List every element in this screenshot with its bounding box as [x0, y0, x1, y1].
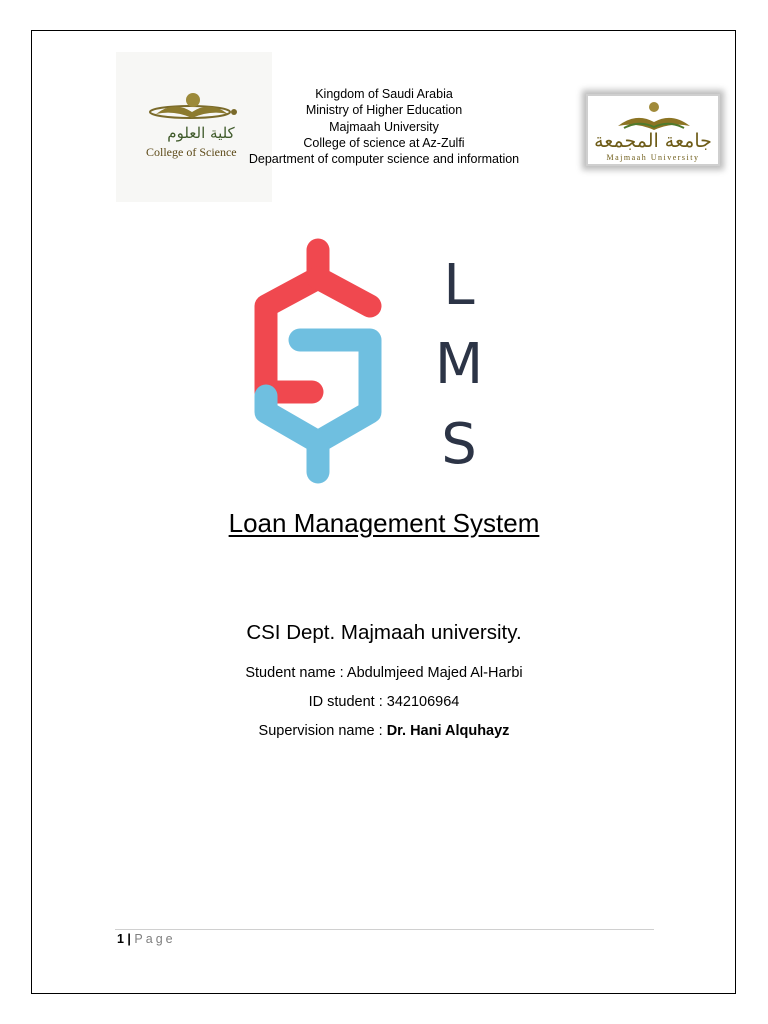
header-line-country: Kingdom of Saudi Arabia	[315, 87, 453, 101]
page-number: 1	[117, 932, 124, 946]
majmaah-university-logo	[586, 94, 720, 166]
lms-logo	[240, 236, 500, 488]
college-logo-english: College of Science	[146, 145, 237, 159]
student-name: Student name : Abdulmjeed Majed Al-Harbi	[245, 665, 523, 681]
department-line: CSI Dept. Majmaah university.	[246, 621, 522, 644]
document-title: Loan Management System	[228, 508, 540, 538]
supervisor-name: Dr. Hani Alquhayz	[386, 723, 510, 739]
university-logo-arabic: جامعة المجمعة	[594, 130, 712, 152]
header-line-university: Majmaah University	[329, 119, 439, 134]
supervision-line	[0, 723, 768, 739]
dollar-sign-icon	[266, 250, 370, 472]
footer-divider	[115, 929, 654, 930]
footer-separator: |	[123, 932, 135, 946]
header-line-ministry: Ministry of Higher Education	[305, 103, 463, 118]
supervision-label: Supervision name :	[258, 723, 387, 739]
lms-letter-s: S	[441, 412, 477, 477]
book-emblem-icon	[146, 90, 242, 124]
lms-letter-l: L	[443, 253, 475, 318]
page-footer	[117, 932, 176, 946]
page-label: Page	[134, 932, 176, 946]
header-line-college: College of science at Az-Zulfi	[303, 135, 465, 150]
college-logo-arabic: كلية العلوم	[167, 124, 235, 142]
open-book-icon	[614, 100, 694, 134]
header-line-department: Department of computer science and information	[248, 152, 520, 167]
lms-letter-m: M	[434, 332, 484, 397]
student-id: ID student : 342106964	[308, 694, 460, 710]
university-logo-english: Majmaah University	[606, 153, 700, 162]
institution-header	[234, 86, 534, 167]
